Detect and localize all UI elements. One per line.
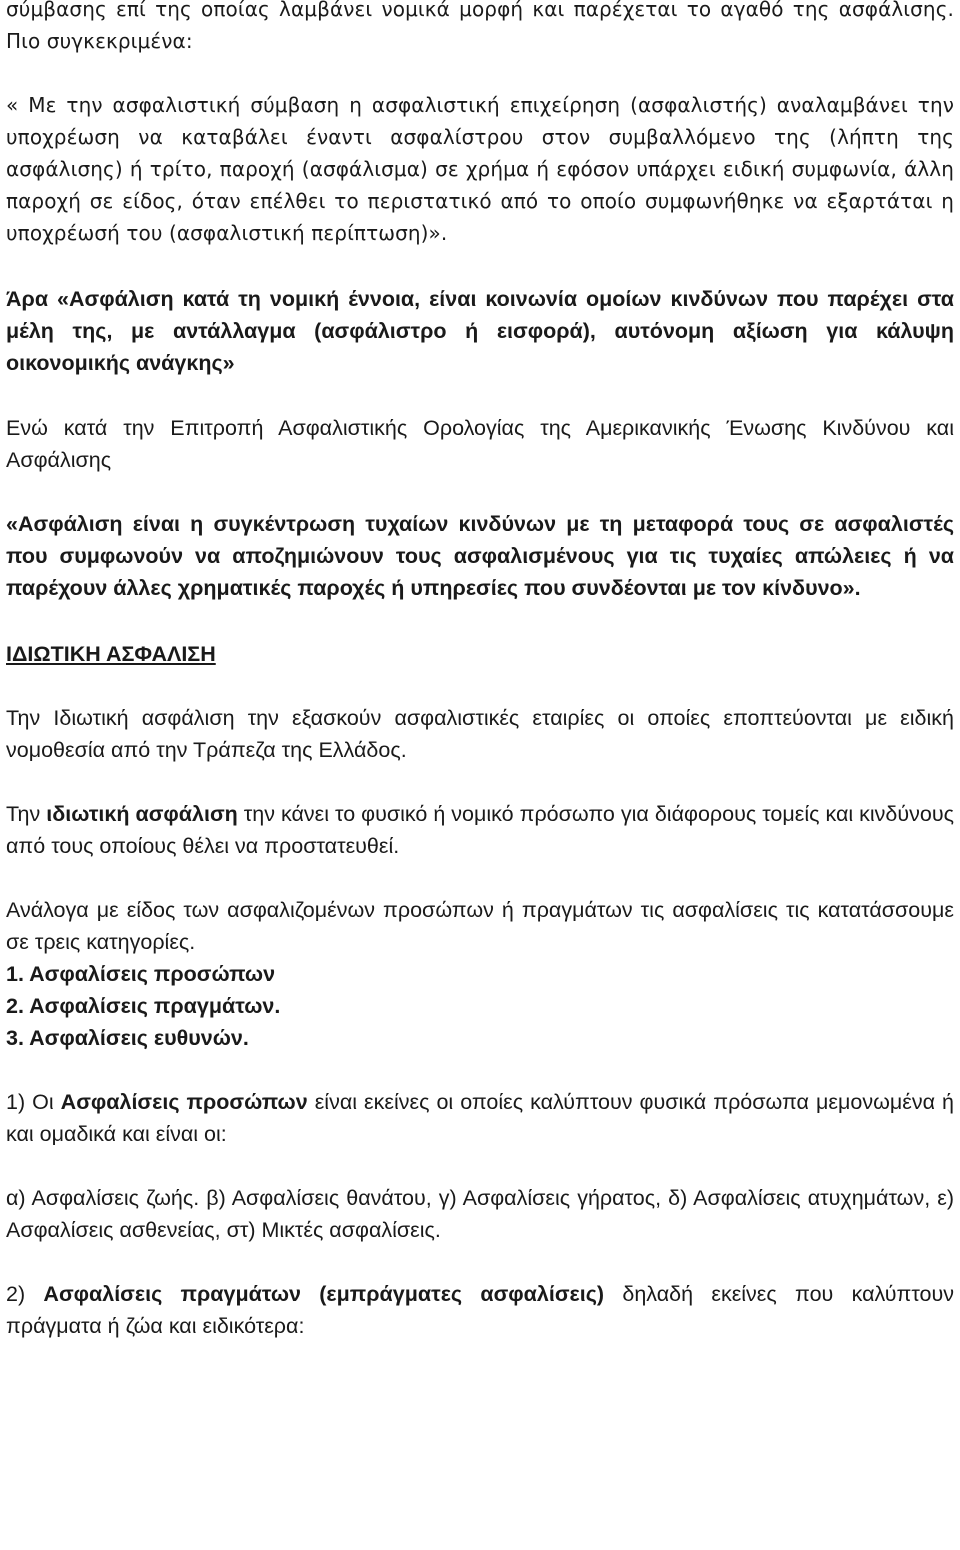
- persons-post: είναι εκείνες οι οποίες καλύπτουν φυσικά πρόσωπα μεμονωμένα ή και ομαδικά και είναι οι:: [6, 1090, 954, 1146]
- legal-definition-paragraph: Άρα «Ασφάλιση κατά τη νομική έννοια, είναι κοινωνία ομοίων κινδύνων που παρέχει στα μέλη της, με αντάλλαγμα (ασφάλιστρο ή εισφορά), αυτόνομη αξίωση για κάλυψη οικονομικής ανάγκης»: [6, 287, 954, 375]
- committee-paragraph: Ενώ κατά την Επιτροπή Ασφαλιστικής Ορολογίας της Αμερικανικής Ένωσης Κινδύνου και Ασφάλισης: [6, 416, 954, 472]
- who-pre: Την: [6, 802, 47, 826]
- list-item: 1. Ασφαλίσεις προσώπων: [6, 962, 276, 986]
- contract-definition-quote: « Με την ασφαλιστική σύμβαση η ασφαλιστική επιχείρηση (ασφαλιστής) αναλαμβάνει την υποχρέωση να καταβάλει έναντι ασφαλίστρου στον συμβαλλόμενο της (λήπτη της ασφάλισης) ή τρίτο, παροχή (ασφάλισμα) σε χρήμα ή εφόσον υπάρχει ειδική συμφωνία, άλλη παροχή σε είδος, όταν επέλθει το περιστατικό από το οποίο συμφωνήθηκε να εξαρτάται η υποχρέωσή του (ασφαλιστική περίπτωση)».: [6, 93, 954, 245]
- things-post: δηλαδή εκείνες που καλύπτουν πράγματα ή ζώα και ειδικότερα:: [6, 1282, 954, 1338]
- persons-insurance-types: α) Ασφαλίσεις ζωής. β) Ασφαλίσεις θανάτου, γ) Ασφαλίσεις γήρατος, δ) Ασφαλίσεις ατυχημάτων, ε) Ασφαλίσεις ασθενείας, στ) Μικτές ασφαλίσεις.: [6, 1186, 954, 1242]
- list-item: 3. Ασφαλίσεις ευθυνών.: [6, 1026, 249, 1050]
- who-post: την κάνει το φυσικό ή νομικό πρόσωπο για διάφορους τομείς και κινδύνους από τους οποίους θέλει να προστατευθεί.: [6, 802, 954, 858]
- persons-pre: 1) Οι: [6, 1090, 61, 1114]
- persons-bold: Ασφαλίσεις προσώπων: [60, 1090, 308, 1114]
- private-insurance-paragraph: Την Ιδιωτική ασφάλιση την εξασκούν ασφαλιστικές εταιρίες οι οποίες εποπτεύονται με ειδική νομοθεσία από την Τράπεζα της Ελλάδος.: [6, 706, 954, 762]
- categories-paragraph: Ανάλογα με είδος των ασφαλιζομένων προσώπων ή πραγμάτων τις ασφαλίσεις τις κατατάσσουμε σε τρεις κατηγορίες.: [6, 898, 954, 954]
- list-item: 2. Ασφαλίσεις πραγμάτων.: [6, 994, 281, 1018]
- things-bold: Ασφαλίσεις πραγμάτων (εμπράγματες ασφαλίσεις): [43, 1282, 605, 1306]
- who-bold: ιδιωτική ασφάλιση: [46, 802, 238, 826]
- section-heading: ΙΔΙΩΤΙΚΗ ΑΣΦΑΛΙΣΗ: [6, 642, 216, 666]
- committee-definition-quote: «Ασφάλιση είναι η συγκέντρωση τυχαίων κινδύνων με τη μεταφορά τους σε ασφαλιστές που συμφωνούν να αποζημιώνουν τους ασφαλισμένους για τις τυχαίες απώλειες ή να παρέχουν άλλες χρηματικές παροχές ή υπηρεσίες που συνδέονται με τον κίνδυνο».: [6, 512, 954, 600]
- persons-insurance-paragraph: [6, 1086, 954, 1150]
- private-insurance-who-paragraph: [6, 798, 954, 862]
- intro-paragraph: σύμβασης επί της οποίας λαμβάνει νομικά μορφή και παρέχεται το αγαθό της ασφάλισης. Πιο συγκεκριμένα:: [6, 0, 954, 53]
- things-pre: 2): [6, 1282, 44, 1306]
- things-insurance-paragraph: [6, 1278, 954, 1342]
